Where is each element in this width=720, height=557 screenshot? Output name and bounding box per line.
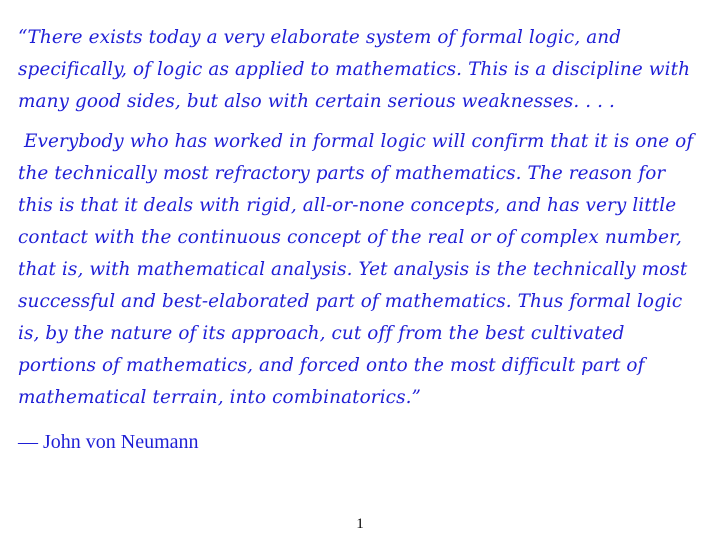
quote-line: mathematical terrain, into combinatorics.” bbox=[18, 387, 422, 408]
quote-line: contact with the continuous concept of the real or of complex number, bbox=[18, 227, 682, 248]
quote-line: many good sides, but also with certain serious weaknesses. . . . bbox=[18, 91, 615, 112]
quote-block bbox=[18, 22, 708, 414]
quote-line: the technically most refractory parts of mathematics. The reason for bbox=[18, 163, 666, 184]
quote-line: portions of mathematics, and forced onto the most difficult part of bbox=[18, 355, 645, 376]
quote-line: successful and best-elaborated part of mathematics. Thus formal logic bbox=[18, 291, 683, 312]
page-number: 1 bbox=[356, 516, 364, 532]
quote-paragraph-2 bbox=[18, 126, 708, 414]
quote-line: “There exists today a very elaborate system of formal logic, and bbox=[18, 27, 622, 48]
quote-line: this is that it deals with rigid, all-or-none concepts, and has very little bbox=[18, 195, 677, 216]
quote-line: is, by the nature of its approach, cut off from the best cultivated bbox=[18, 323, 625, 344]
quote-paragraph-1 bbox=[18, 22, 708, 118]
quote-line: that is, with mathematical analysis. Yet analysis is the technically most bbox=[18, 259, 688, 280]
quote-line: specifically, of logic as applied to mathematics. This is a discipline with bbox=[18, 59, 691, 80]
quote-line: Everybody who has worked in formal logic will confirm that it is one of bbox=[24, 131, 694, 152]
quote-attribution: — John von Neumann bbox=[18, 431, 199, 453]
